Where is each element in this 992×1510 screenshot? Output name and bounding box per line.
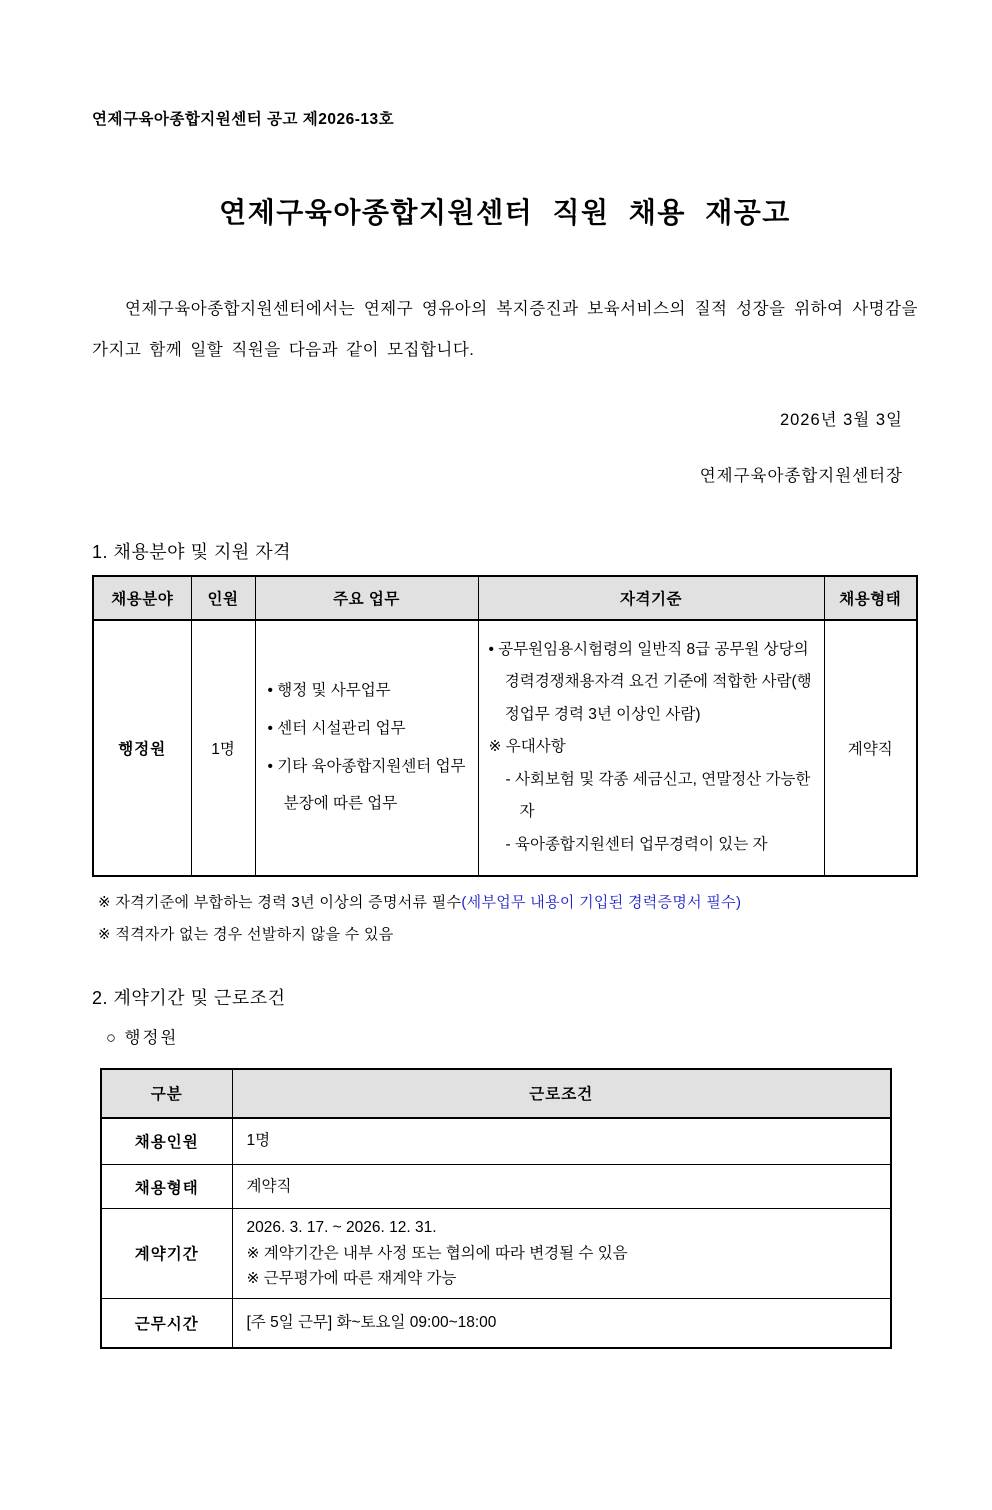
document-page [0,107,992,1349]
row-label-employment-type: 채용형태 [101,1165,232,1209]
column-header-headcount: 인원 [191,576,255,620]
table-row [101,1118,891,1165]
row-label-working-hours: 근무시간 [101,1298,232,1348]
intro-paragraph: 연제구육아종합지원센터에서는 연제구 영유아의 복지증진과 보육서비스의 질적 성장을 위하여 사명감을 가지고 함께 일할 직원을 다음과 같이 모집합니다. [92,300,918,360]
duty-item: • 기타 육아종합지원센터 업무 분장에 따른 업무 [267,757,466,813]
duty-item: • 센터 시설관리 업무 [267,719,406,737]
column-header-duties: 주요 업무 [255,576,478,620]
table-row [101,1209,891,1299]
announcement-date: 2026년 3월 3일 [779,410,903,429]
value-line: 2026. 3. 17. ~ 2026. 12. 31. [246,1219,437,1236]
column-header-conditions: 근로조건 [232,1069,891,1118]
duties-cell [255,620,478,876]
value-line: ※ 계약기간은 내부 사정 또는 협의에 따라 변경될 수 있음 [246,1244,628,1262]
qualification-item: • 공무원임용시험령의 일반직 8급 공무원 상당의 경력경쟁채용자격 요건 기준에 적합한 사람(행정업무 경력 3년 이상인 사람) [488,640,812,723]
field-cell: 행정원 [93,620,191,876]
section2-subheading: ○ 행정원 [106,1028,179,1047]
note-line [98,923,918,944]
note-highlight: (세부업무 내용이 기입된 경력증명서 필수) [461,893,742,911]
value-line: 1명 [246,1132,271,1150]
headcount-cell: 1명 [191,620,255,876]
row-label-contract-period: 계약기간 [101,1209,232,1299]
note-text: ※ 자격기준에 부합하는 경력 3년 이상의 증명서류 필수 [98,893,462,911]
page-title: 연제구육아종합지원센터 직원 채용 재공고 [219,197,791,228]
row-value-working-hours [232,1298,891,1348]
column-header-category: 구분 [101,1069,232,1118]
table-row [101,1165,891,1209]
employment-type-cell: 계약직 [824,620,917,876]
row-value-contract-period [232,1209,891,1299]
value-line: ※ 근무평가에 따른 재계약 가능 [246,1270,457,1288]
note-line [98,891,918,912]
duty-item: • 행정 및 사무업무 [267,681,391,699]
table-row [101,1298,891,1348]
preferred-item: - 사회보험 및 각종 세금신고, 연말정산 가능한 자 [505,770,811,821]
section2-heading: 2. 계약기간 및 근로조건 [92,987,286,1008]
notice-number: 연제구육아종합지원센터 공고 제2026-13호 [92,111,395,128]
recruitment-table-header-row [93,576,917,620]
column-header-field: 채용분야 [93,576,191,620]
note-text: ※ 적격자가 없는 경우 선발하지 않을 수 있음 [98,925,394,943]
conditions-table [100,1068,892,1350]
recruitment-table [92,575,918,877]
row-value-headcount [232,1118,891,1165]
signer-name: 연제구육아종합지원센터장 [699,466,903,485]
row-label-headcount: 채용인원 [101,1118,232,1165]
conditions-table-header-row [101,1069,891,1118]
preferred-item: - 육아종합지원센터 업무경력이 있는 자 [505,835,768,853]
value-line: [주 5일 근무] 화~토요일 09:00~18:00 [246,1314,497,1332]
column-header-qualification: 자격기준 [478,576,824,620]
value-line: 계약직 [246,1177,292,1195]
preferred-label: ※ 우대사항 [488,738,566,756]
column-header-employment-type: 채용형태 [824,576,917,620]
row-value-employment-type [232,1165,891,1209]
qualification-cell [478,620,824,876]
table-row [93,620,917,876]
section1-heading: 1. 채용분야 및 지원 자격 [92,541,292,562]
